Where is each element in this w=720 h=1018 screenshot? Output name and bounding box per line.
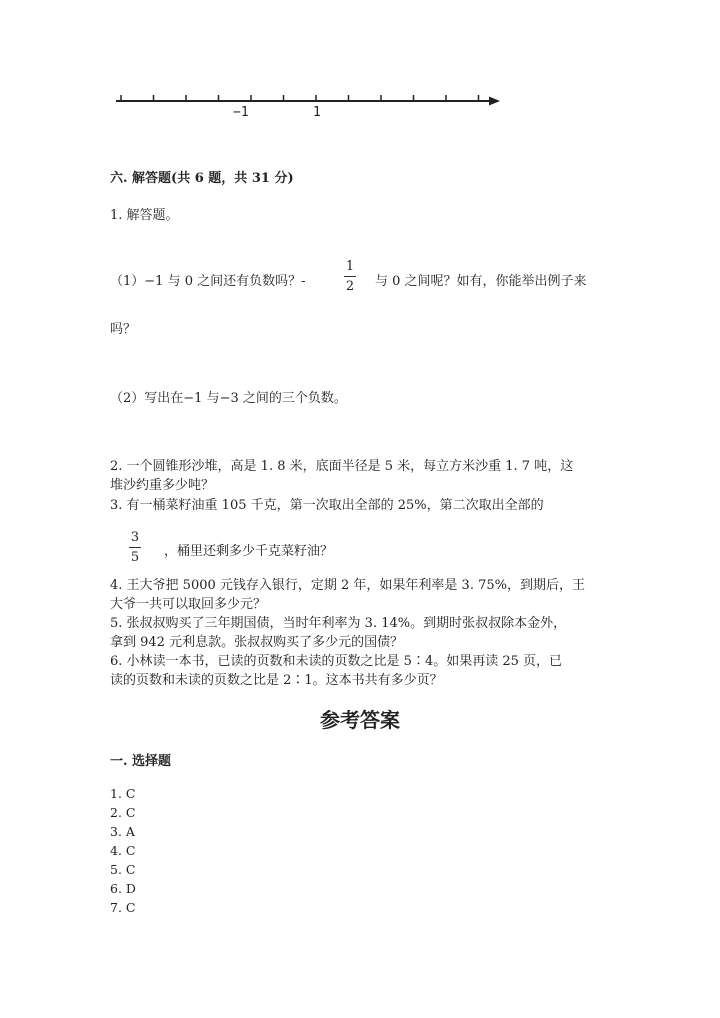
q4-line1: 4. 王大爷把 5000 元钱存入银行，定期 2 年，如果年利率是 3. 75%，到期后，王: [110, 578, 585, 593]
q3-line1: 3. 有一桶菜籽油重 105 千克，第一次取出全部的 25%，第二次取出全部的: [110, 498, 544, 513]
answer-item: 5. C: [110, 862, 136, 877]
answers-title: 参考答案: [320, 708, 400, 732]
q2-line2: 堆沙约重多少吨？: [110, 478, 215, 493]
q1-part1-text: （1）−1 与 0 之间还有负数吗？-: [110, 274, 306, 289]
q6-line2: 读的页数和未读的页数之比是 2∶1。这本书共有多少页？: [110, 673, 443, 688]
answer-item: 6. D: [110, 881, 136, 896]
q2-line1: 2. 一个圆锥形沙堆，高是 1. 8 米，底面半径是 5 米，每立方米沙重 1. 7 吨，这: [110, 459, 574, 474]
answers-section1-heading: 一. 选择题: [110, 754, 172, 769]
number-line-label-1: 1: [313, 105, 321, 120]
q6-line1: 6. 小林读一本书，已读的页数和未读的页数之比是 5∶4。如果再读 25 页，已: [110, 654, 563, 669]
number-line-label-neg1: −1: [233, 105, 249, 120]
q1-part1-cont: 吗？: [110, 322, 137, 337]
q1-title: 1. 解答题。: [110, 208, 179, 223]
fraction-numerator: 3: [130, 530, 140, 545]
answer-item: 7. C: [110, 900, 136, 915]
number-line-arrow: [489, 97, 500, 106]
q5-line2: 拿到 942 元利息款。张叔叔购买了多少元的国债？: [110, 635, 404, 650]
fraction-numerator: 1: [345, 259, 355, 274]
answer-item: 1. C: [110, 786, 136, 801]
fraction-denominator: 5: [130, 550, 140, 565]
q5-line1: 5. 张叔叔购买了三年期国债，当时年利率为 3. 14%。到期时张叔叔除本金外，: [110, 616, 567, 631]
q1-part1-after: 与 0 之间呢？如有，你能举出例子来: [375, 274, 587, 289]
answer-item: 4. C: [110, 843, 136, 858]
fraction-denominator: 2: [345, 279, 355, 294]
section6-heading: 六. 解答题(共 6 题，共 31 分): [110, 171, 294, 186]
q3-fraction: [128, 531, 142, 564]
answer-item: 3. A: [110, 824, 135, 839]
q1-part2-text: （2）写出在−1 与−3 之间的三个负数。: [110, 391, 347, 406]
number-line: [0, 85, 720, 125]
q1-part1-fraction: [343, 260, 357, 293]
q3-line2: ，桶里还剩多少千克菜籽油？: [164, 544, 334, 559]
answer-item: 2. C: [110, 805, 136, 820]
q4-line2: 大爷一共可以取回多少元？: [110, 597, 267, 612]
